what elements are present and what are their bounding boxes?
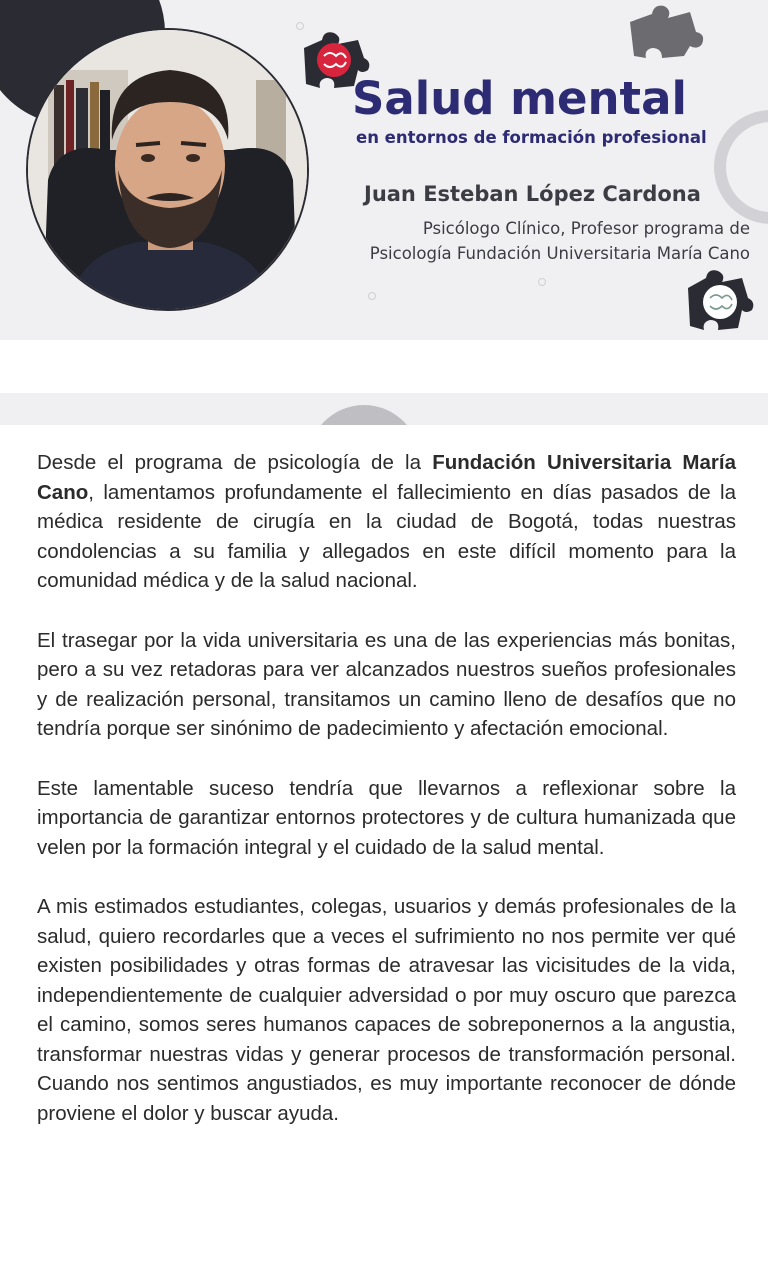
decorative-ring <box>714 110 768 224</box>
paragraph: A mis estimados estudiantes, colegas, usuarios y demás profesionales de la salud, quiero recordarles que a veces el sufrimiento no nos permite ver qué existen posibilidades y otras formas de atravesar las vicisitudes de la vida, independientemente de cualquier adversidad o por muy oscuro que parezca el camino, somos seres humanos capaces de sobreponernos a la angustia, transformar nuestras vidas y generar procesos de transformación personal. Cuando nos sentimos angustiados, es muy importante reconocer de dónde proviene el dolor y buscar ayuda. <box>37 895 736 1125</box>
paragraph: El trasegar por la vida universitaria es una de las experiencias más bonitas, pero a su vez retadoras para ver alcanzados nuestros sueños profesionales y de realización personal, transitamos un camino lleno de desafíos que no tendría porque ser sinónimo de padecimiento y afectación emocional. <box>37 628 736 740</box>
decorative-dot <box>296 22 304 30</box>
author-role-line: Psicólogo Clínico, Profesor programa de <box>422 219 750 238</box>
puzzle-brain-icon <box>684 268 756 334</box>
author-role <box>310 216 750 266</box>
divider-band <box>0 393 768 425</box>
decorative-dot <box>368 292 376 300</box>
author-name: Juan Esteban López Cardona <box>364 182 701 206</box>
puzzle-piece-icon <box>622 2 704 60</box>
decorative-dot <box>538 278 546 286</box>
article-body <box>37 448 736 1158</box>
author-photo <box>26 28 309 311</box>
author-role-line: Psicología Fundación Universitaria María Cano <box>369 244 750 263</box>
decorative-arc <box>308 405 420 425</box>
page-title: Salud mental <box>352 72 687 125</box>
page-subtitle: en entornos de formación profesional <box>356 128 707 147</box>
institution-name: Fundación Universitaria María Cano <box>37 451 736 504</box>
paragraph: Desde el programa de psicología de la Fundación Universitaria María Cano, lamentamos profundamente el fallecimiento en días pasados de la médica residente de cirugía en la ciudad de Bogotá, todas nuestras condolencias a su familia y allegados en este difícil momento para la comunidad médica y de la salud nacional. <box>37 451 736 592</box>
paragraph: Este lamentable suceso tendría que llevarnos a reflexionar sobre la importancia de garantizar entornos protectores y de cultura humanizada que velen por la formación integral y el cuidado de la salud mental. <box>37 776 736 859</box>
header-banner <box>0 0 768 340</box>
